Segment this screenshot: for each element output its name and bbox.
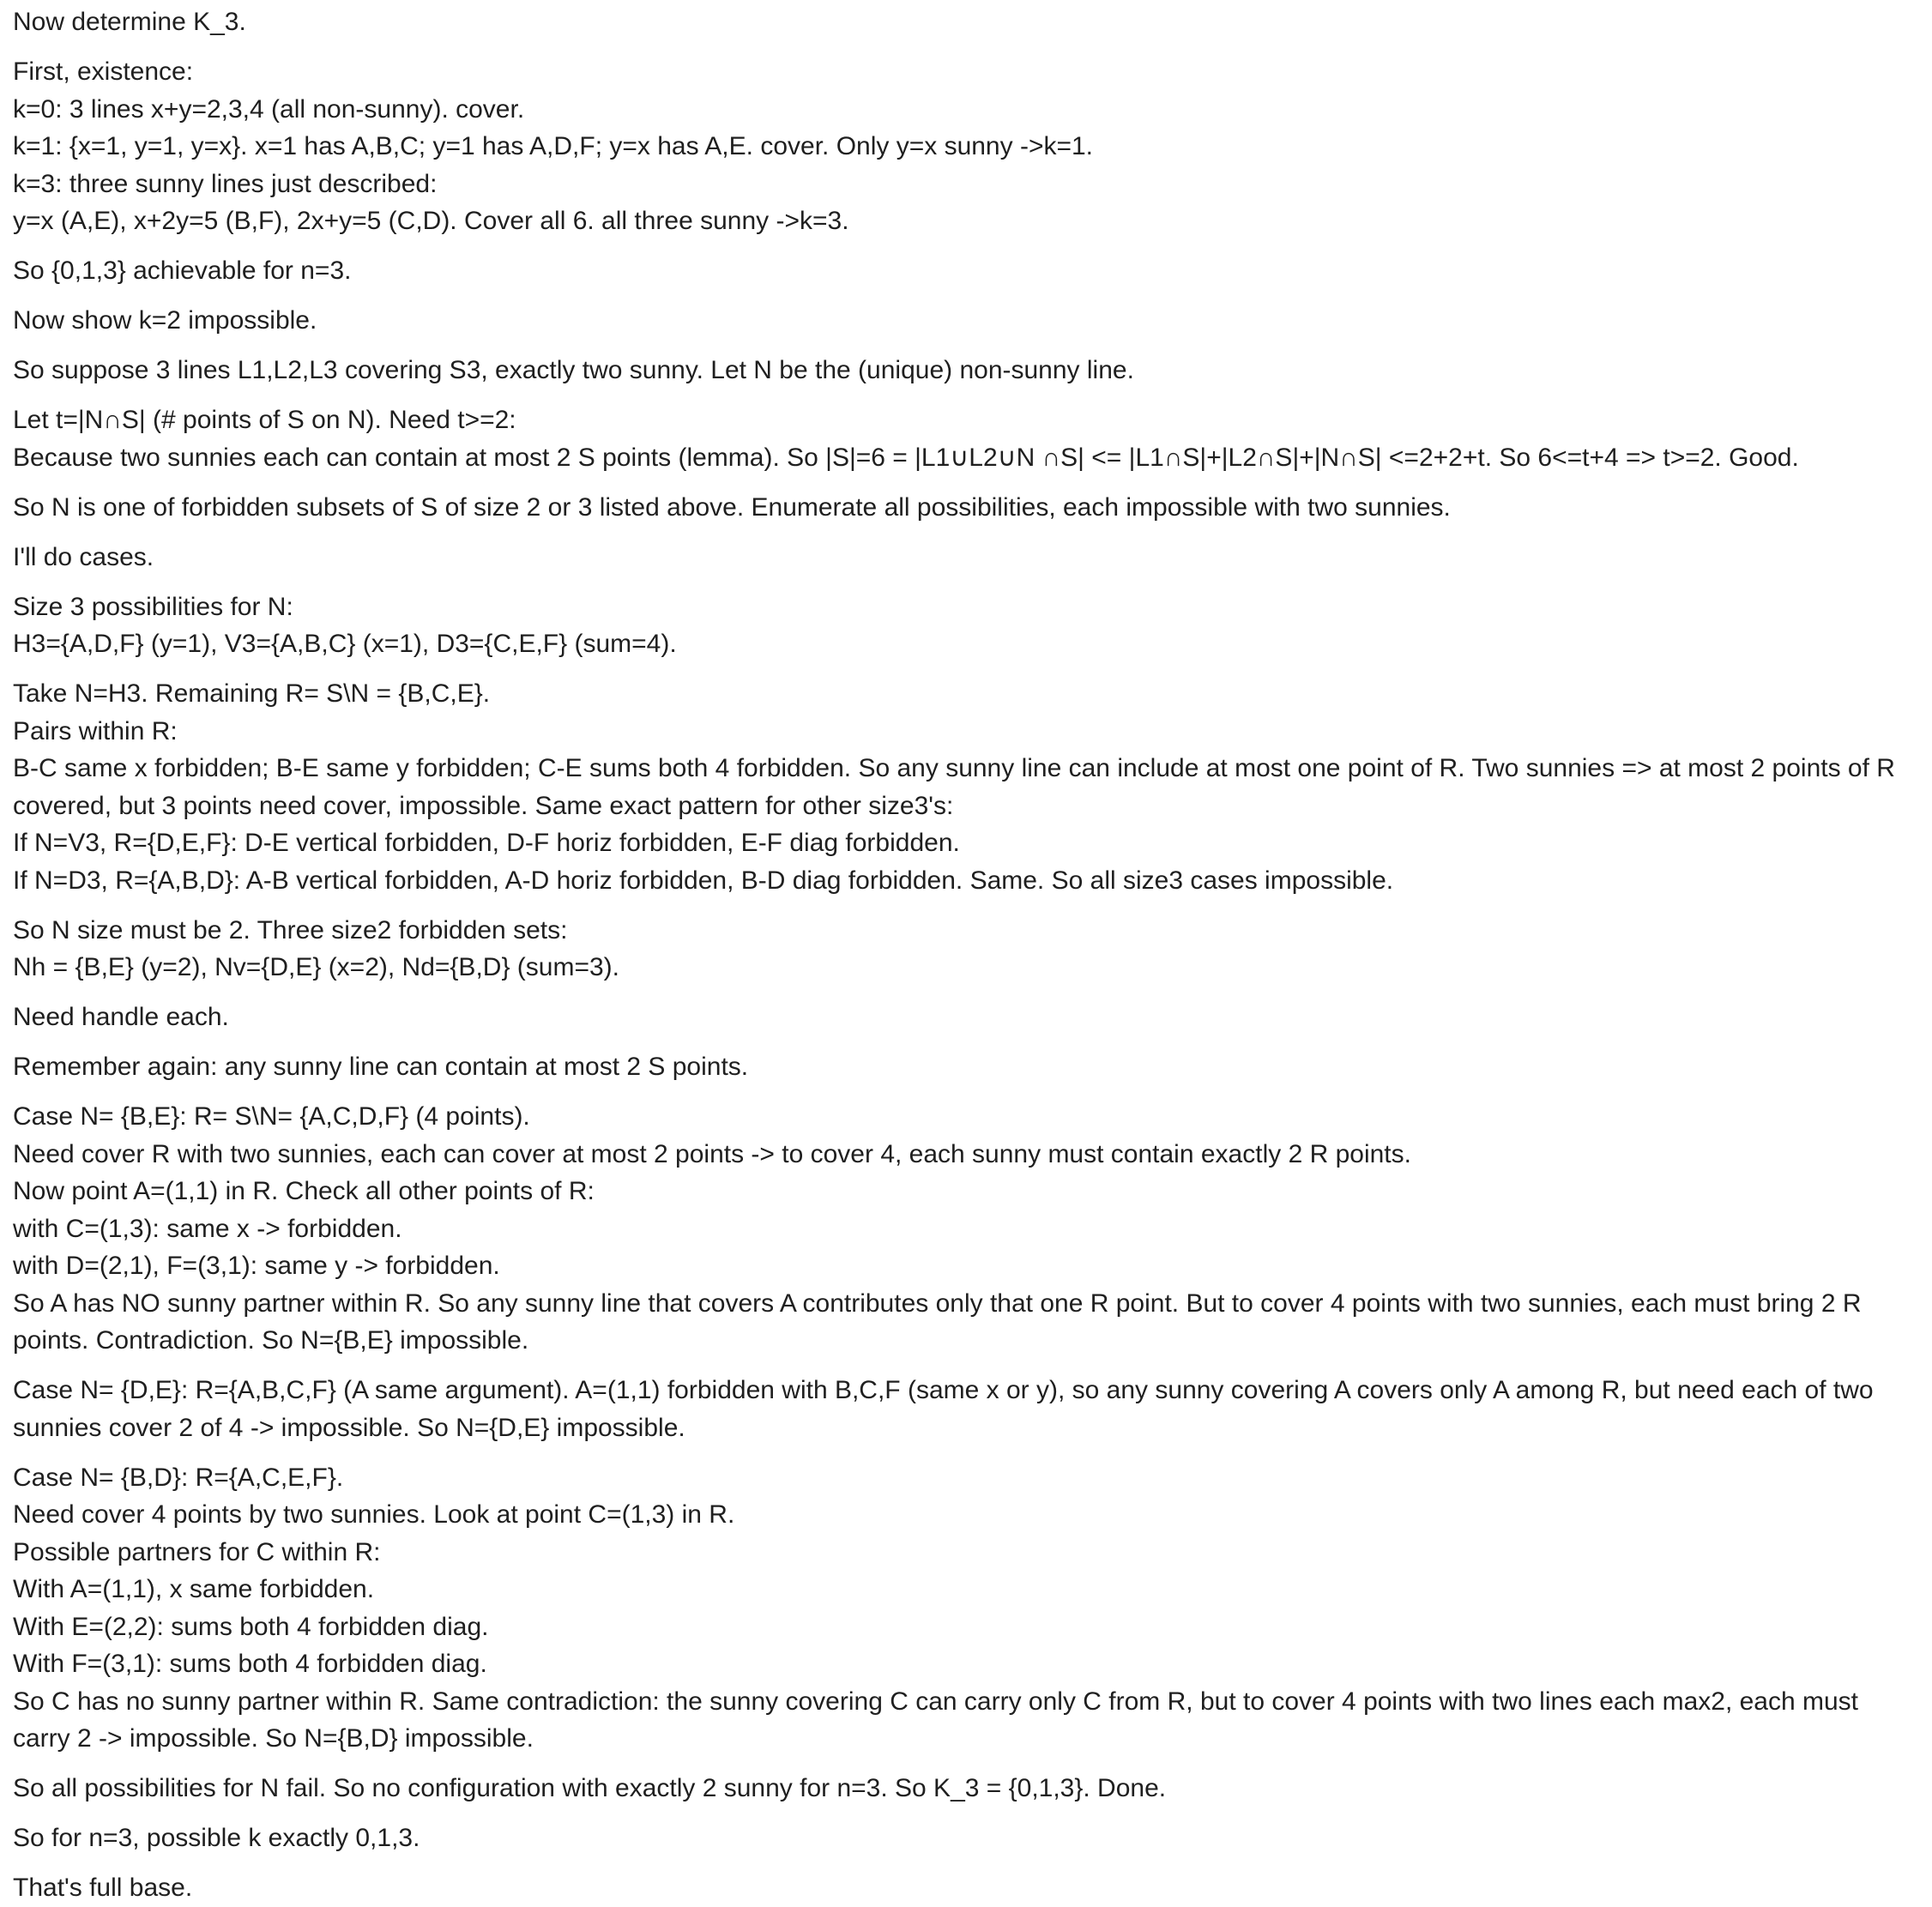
paragraph — [13, 1770, 1922, 1807]
text-line: If N=V3, R={D,E,F}: D-E vertical forbidden, D-F horiz forbidden, E-F diag forbidden. — [13, 829, 960, 857]
paragraph — [13, 539, 1922, 576]
text-line: So C has no sunny partner within R. Same contradiction: the sunny covering C can carry only C from R, but to cover 4 points with two lines each max2, each must carry 2 -> impossible. So N={B,D} impossible. — [13, 1687, 1859, 1753]
paragraph — [13, 1048, 1922, 1086]
text-line: Case N= {D,E}: R={A,B,C,F} (A same argument). A=(1,1) forbidden with B,C,F (same x or y), so any sunny covering A covers only A among R, but need each of two sunnies cover 2 of 4 -> impossible. So N={D,E} impossible. — [13, 1376, 1874, 1442]
text-line: k=1: {x=1, y=1, y=x}. x=1 has A,B,C; y=1 has A,D,F; y=x has A,E. cover. Only y=x sunny ->k=1. — [13, 132, 1094, 160]
text-line: With E=(2,2): sums both 4 forbidden diag. — [13, 1612, 489, 1641]
paragraph — [13, 302, 1922, 340]
paragraph — [13, 489, 1922, 527]
paragraph — [13, 588, 1922, 663]
paragraph — [13, 1098, 1922, 1360]
text-line: Need cover 4 points by two sunnies. Look at point C=(1,3) in R. — [13, 1500, 735, 1529]
text-line: H3={A,D,F} (y=1), V3={A,B,C} (x=1), D3={C,E,F} (sum=4). — [13, 630, 677, 658]
paragraph — [13, 999, 1922, 1036]
text-line: Remember again: any sunny line can contain at most 2 S points. — [13, 1053, 749, 1081]
text-line: I'll do cases. — [13, 542, 154, 571]
text-line: So N is one of forbidden subsets of S of size 2 or 3 listed above. Enumerate all possibilities, each impossible with two sunnies. — [13, 492, 1451, 522]
text-line: So N size must be 2. Three size2 forbidden sets: — [13, 915, 568, 944]
text-line: Possible partners for C within R: — [13, 1537, 381, 1566]
paragraph — [13, 1372, 1922, 1446]
text-line: With A=(1,1), x same forbidden. — [13, 1575, 375, 1603]
paragraph — [13, 252, 1922, 290]
text-line: So {0,1,3} achievable for n=3. — [13, 256, 352, 285]
text-line: B-C same x forbidden; B-E same y forbidden; C-E sums both 4 forbidden. So any sunny line can include at most one point of R. Two sunnies => at most 2 points of R covered, but 3 points need cover, impossible. Same exact pattern for other size3's: — [13, 754, 1895, 820]
paragraph — [13, 1869, 1922, 1907]
paragraph — [13, 3, 1922, 41]
text-line: Now point A=(1,1) in R. Check all other points of R: — [13, 1177, 595, 1205]
text-line: Because two sunnies each can contain at most 2 S points (lemma). So |S|=6 = |L1∪L2∪N ∩S| <= |L1∩S|+|L2∩S|+|N∩S| <=2+2+t. So 6<=t+4 => t>=2. Good. — [13, 443, 1799, 472]
paragraph — [13, 1819, 1922, 1857]
paragraph — [13, 53, 1922, 240]
text-line: Now show k=2 impossible. — [13, 306, 317, 335]
paragraph — [13, 912, 1922, 987]
text-line: So A has NO sunny partner within R. So any sunny line that covers A contributes only that one R point. But to cover 4 points with two sunnies, each must bring 2 R points. Contradiction. So N={B,E} impossible. — [13, 1288, 1862, 1355]
text-line: Let t=|N∩S| (# points of S on N). Need t>=2: — [13, 406, 516, 434]
text-line: Case N= {B,E}: R= S\N= {A,C,D,F} (4 points). — [13, 1102, 530, 1131]
text-line: y=x (A,E), x+2y=5 (B,F), 2x+y=5 (C,D). Cover all 6. all three sunny ->k=3. — [13, 207, 849, 235]
text-line: Take N=H3. Remaining R= S\N = {B,C,E}. — [13, 679, 491, 708]
text-line: So for n=3, possible k exactly 0,1,3. — [13, 1824, 420, 1852]
paragraph — [13, 401, 1922, 476]
text-line: So all possibilities for N fail. So no configuration with exactly 2 sunny for n=3. So K_3 = {0,1,3}. Done. — [13, 1774, 1167, 1802]
text-line: With F=(3,1): sums both 4 forbidden diag. — [13, 1650, 487, 1678]
text-line: That's full base. — [13, 1874, 193, 1902]
text-line: with D=(2,1), F=(3,1): same y -> forbidden. — [13, 1252, 500, 1280]
text-line: Size 3 possibilities for N: — [13, 592, 293, 621]
text-line: Nh = {B,E} (y=2), Nv={D,E} (x=2), Nd={B,D} (sum=3). — [13, 953, 619, 981]
text-line: If N=D3, R={A,B,D}: A-B vertical forbidden, A-D horiz forbidden, B-D diag forbidden. Same. So all size3 cases impossible. — [13, 866, 1394, 895]
text-line: Need cover R with two sunnies, each can cover at most 2 points -> to cover 4, each sunny must contain exactly 2 R points. — [13, 1139, 1411, 1168]
text-line: k=3: three sunny lines just described: — [13, 169, 438, 198]
paragraph — [13, 1459, 1922, 1758]
text-line: Case N= {B,D}: R={A,C,E,F}. — [13, 1463, 344, 1492]
text-line: First, existence: — [13, 57, 194, 86]
text-line: So suppose 3 lines L1,L2,L3 covering S3, exactly two sunny. Let N be the (unique) non-sunny line. — [13, 356, 1134, 384]
text-line: Now determine K_3. — [13, 8, 246, 36]
paragraph — [13, 352, 1922, 389]
text-line: k=0: 3 lines x+y=2,3,4 (all non-sunny). cover. — [13, 94, 525, 124]
text-line: Need handle each. — [13, 1003, 229, 1031]
paragraph — [13, 675, 1922, 899]
text-line: with C=(1,3): same x -> forbidden. — [13, 1214, 402, 1243]
text-line: Pairs within R: — [13, 716, 178, 745]
